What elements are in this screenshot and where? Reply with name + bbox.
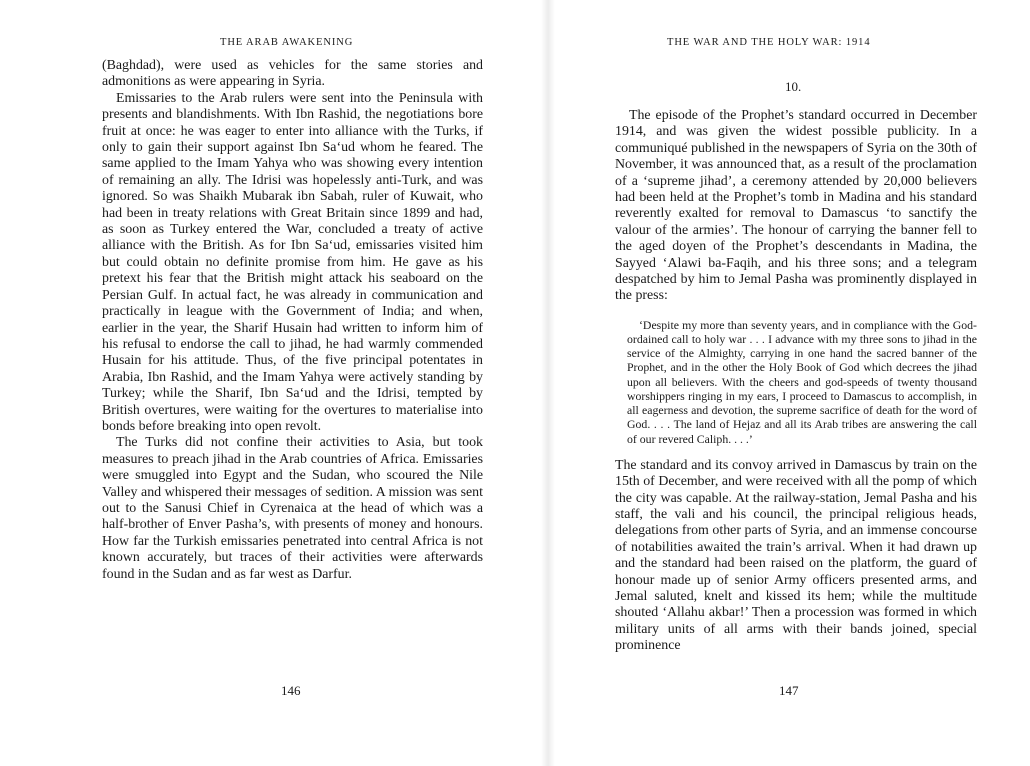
block-quote	[627, 318, 977, 446]
quote-text: ‘Despite my more than seventy years, and in compliance with the God-ordained call to holy war . . . I advance with my three sons to jihad in the service of the Almighty, carrying in one hand the sacred banner of the Prophet, and in the other the Holy Book of God which decrees the jihad upon all believers. With the cheers and god-speeds of twenty thousand worshippers ringing in my ears, I proceed to Damascus to accomplish, in all eagerness and devotion, the supreme sacrifice of death for the word of God. . . . The land of Hejaz and all its Arab tribes are answering the call of our revered Caliph. . . .’	[627, 317, 977, 446]
running-head: THE ARAB AWAKENING	[220, 37, 354, 48]
page-body	[102, 58, 483, 583]
paragraph: The Turks did not confine their activities to Asia, but took measures to preach jihad in the Arab countries of Africa. Emissaries were smuggled into Egypt and the Sudan, who scoured the Nile Valley and whispered their messages of sedition. A mission was sent out to the Sanusi Chief in Cyrenaica at the head of which was a half-brother of Enver Pasha’s, with presents of money and honours. How far the Turkish emissaries penetrated into central Africa is not known accurately, but traces of their activities were afterwards found in the Sudan and as far west as Darfur.	[102, 435, 483, 582]
chapter-number: 10.	[785, 79, 802, 94]
page-number: 146	[281, 683, 301, 698]
page-body	[615, 108, 977, 655]
paragraph: The episode of the Prophet’s standard occurred in December 1914, and was given the widest possible publicity. In a communiqué published in the newspapers of Syria on the 30th of November, it was announced that, as a result of the proclamation of a ‘supreme jihad’, a ceremony attended by 20,000 believers had been held at the Prophet’s tomb in Madina and his standard reverently exalted for removal to Damascus ‘to sanctify the valour of the armies’. The honour of carrying the banner fell to the aged doyen of the Prophet’s descendants in Madina, the Sayyed ‘Alawi ba-Faqih, and his three sons; and a telegram despatched by him to Jemal Pasha was prominently displayed in the press:	[615, 108, 977, 304]
right-page	[555, 0, 1030, 766]
running-head: THE WAR AND THE HOLY WAR: 1914	[667, 37, 871, 48]
paragraph: The standard and its convoy arrived in Damascus by train on the 15th of December, and were received with all the pomp of which the city was capable. At the railway-station, Jemal Pasha and his staff, the vali and his council, the principal religious heads, delegations from other parts of Syria, and an immense concourse of notabilities awaited the train’s arrival. When it had drawn up and the standard had been raised on the platform, the guard of honour made up of senior Army officers presented arms, and Jemal saluted, knelt and kissed its hem; while the multitude shouted ‘Allahu akbar!’ Then a procession was formed in which military units of all arms with their bands joined, special prominence	[615, 457, 977, 654]
paragraph: (Baghdad), were used as vehicles for the same stories and admonitions as were appearing in Syria.	[102, 58, 483, 90]
book-gutter	[541, 0, 555, 766]
page-number: 147	[779, 683, 799, 698]
paragraph: Emissaries to the Arab rulers were sent into the Peninsula with presents and blandishments. With Ibn Rashid, the negotiations bore fruit at once: he was eager to enter into alliance with the Turks, if only to gain their support against Ibn Sa‘ud whom he feared. The same applied to the Imam Yahya who was showing every intention of remaining an ally. The Idrisi was hopelessly anti-Turk, and was ignored. So was Shaikh Mubarak ibn Sabah, ruler of Kuwait, who had been in treaty relations with Great Britain since 1899 and had, as soon as Turkey entered the War, concluded a treaty of active alliance with the British. As for Ibn Sa‘ud, emissaries visited him but could obtain no definite promise from him. He gave as his pretext his fear that the British might attack his seaboard on the Persian Gulf. In actual fact, he was already in communication and practically in league with the Government of India; and when, earlier in the year, the Sharif Husain had written to inform him of his refusal to endorse the call to jihad, he had warmly commended Husain for his attitude. Thus, of the five principal potentates in Arabia, Ibn Rashid, and the Imam Yahya were actively standing by Turkey; while the Sharif, Ibn Sa‘ud and the Idrisi, tempted by British overtures, were waiting for the overtures to materialise into bonds before breaking into open revolt.	[102, 90, 483, 434]
